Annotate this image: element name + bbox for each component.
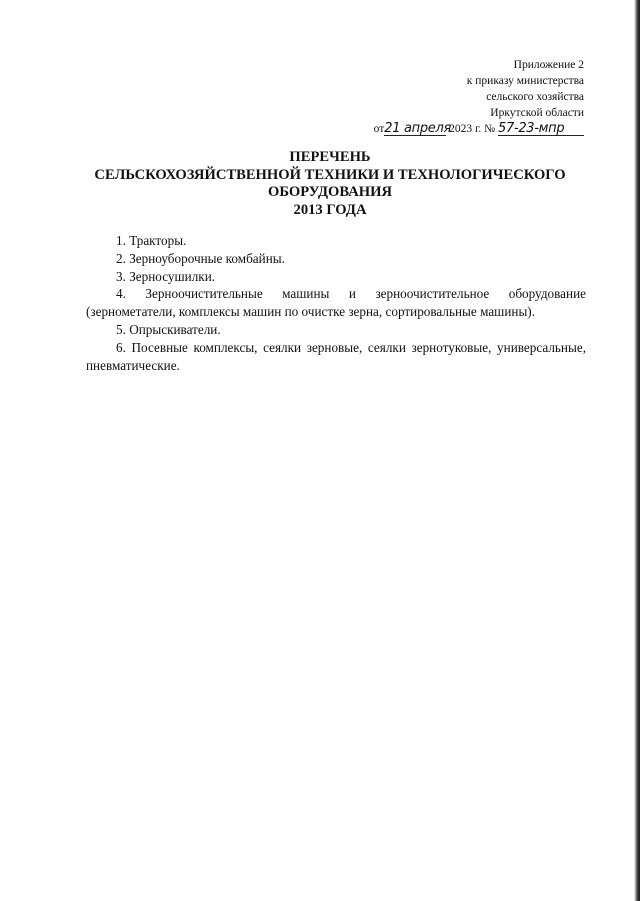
list-item: 1. Тракторы. bbox=[116, 233, 187, 248]
list-item: 6. Посевные комплексы, сеялки зерновые, сеялки зернотуковые, универсальные, пневматические. bbox=[86, 339, 586, 373]
order-year: 2023 г. № bbox=[449, 123, 496, 135]
order-reference bbox=[374, 121, 584, 137]
title-line: ОБОРУДОВАНИЯ bbox=[267, 184, 393, 200]
list-item: 4. Зерноочистительные машины и зерноочистительное оборудование (зернометатели, комплексы машин по очистке зерна, сортировальные машины). bbox=[86, 286, 586, 320]
order-date-handwritten: 21 апреля bbox=[384, 121, 452, 136]
list-item: 5. Опрыскиватели. bbox=[116, 321, 221, 337]
title-line: ПЕРЕЧЕНЬ bbox=[289, 149, 371, 165]
equipment-list bbox=[86, 232, 586, 374]
document-title bbox=[60, 149, 600, 219]
appendix-line: к приказу министерства bbox=[466, 75, 584, 87]
title-line: 2013 ГОДА bbox=[293, 201, 367, 218]
title-line: СЕЛЬСКОХОЗЯЙСТВЕННОЙ ТЕХНИКИ И ТЕХНОЛОГИЧЕСКОГО bbox=[94, 166, 566, 183]
appendix-line: сельского хозяйства bbox=[486, 91, 584, 103]
appendix-block bbox=[374, 57, 584, 137]
appendix-line: Приложение 2 bbox=[513, 59, 584, 71]
scan-page-edge bbox=[634, 0, 640, 901]
order-number-handwritten: 57-23-мпр bbox=[498, 122, 584, 136]
appendix-line: Иркутской области bbox=[490, 107, 584, 119]
list-item: 3. Зерносушилки. bbox=[116, 268, 216, 284]
order-prefix: от bbox=[373, 123, 385, 135]
list-item: 2. Зерноуборочные комбайны. bbox=[116, 250, 285, 266]
